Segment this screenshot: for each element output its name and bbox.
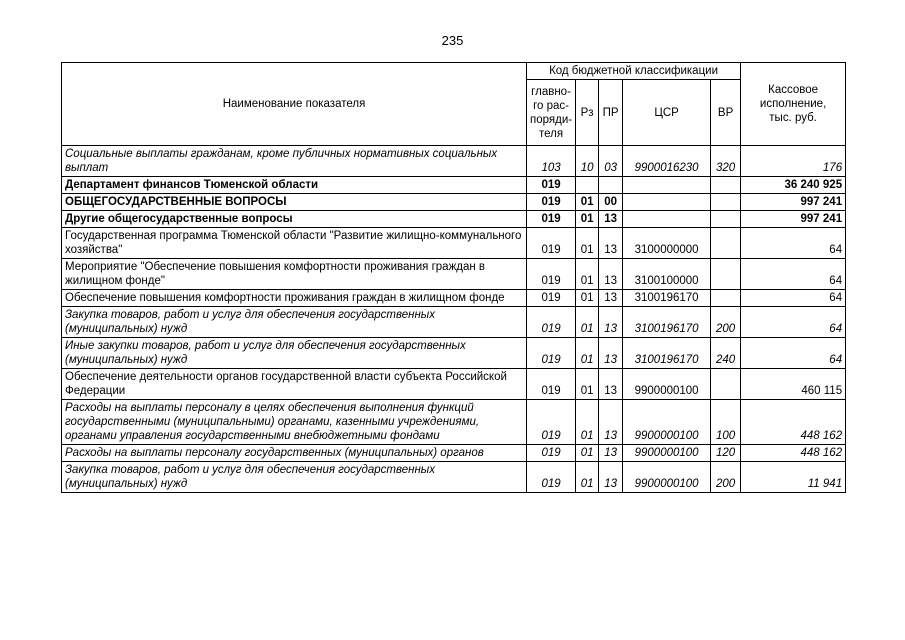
table-row: [62, 462, 846, 493]
row-csr: 3100100000: [623, 259, 711, 290]
row-vr: [711, 228, 741, 259]
row-pr: 13: [599, 369, 623, 400]
row-pr: 03: [599, 146, 623, 177]
row-rz: 01: [576, 369, 599, 400]
row-csr: 9900000100: [623, 369, 711, 400]
row-amount: 64: [741, 228, 846, 259]
row-pr: 13: [599, 259, 623, 290]
row-grbs: 019: [527, 462, 576, 493]
row-rz: 01: [576, 445, 599, 462]
row-vr: [711, 194, 741, 211]
row-rz: 01: [576, 211, 599, 228]
row-csr: [623, 211, 711, 228]
row-vr: [711, 211, 741, 228]
header-code-group: Код бюджетной классификации: [527, 63, 741, 80]
row-csr: 3100196170: [623, 338, 711, 369]
row-rz: 01: [576, 400, 599, 445]
row-amount: 64: [741, 259, 846, 290]
row-name: Социальные выплаты гражданам, кроме публичных нормативных социальных выплат: [62, 146, 527, 177]
row-csr: 9900000100: [623, 400, 711, 445]
row-vr: [711, 290, 741, 307]
row-amount: 36 240 925: [741, 177, 846, 194]
row-pr: 13: [599, 211, 623, 228]
row-name: Закупка товаров, работ и услуг для обеспечения государственных (муниципальных) нужд: [62, 462, 527, 493]
row-grbs: 019: [527, 369, 576, 400]
row-name: Департамент финансов Тюменской области: [62, 177, 527, 194]
row-name: Обеспечение повышения комфортности проживания граждан в жилищном фонде: [62, 290, 527, 307]
row-name: ОБЩЕГОСУДАРСТВЕННЫЕ ВОПРОСЫ: [62, 194, 527, 211]
row-rz: 01: [576, 290, 599, 307]
header-name: Наименование показателя: [62, 63, 527, 146]
row-csr: [623, 177, 711, 194]
row-pr: 13: [599, 338, 623, 369]
row-vr: 100: [711, 400, 741, 445]
row-pr: 13: [599, 290, 623, 307]
row-grbs: 019: [527, 194, 576, 211]
row-amount: 997 241: [741, 194, 846, 211]
header-amount: Кассовое исполнение, тыс. руб.: [741, 63, 846, 146]
table-row: [62, 290, 846, 307]
row-grbs: 019: [527, 400, 576, 445]
row-csr: 9900016230: [623, 146, 711, 177]
header-vr: ВР: [711, 80, 741, 146]
row-rz: [576, 177, 599, 194]
row-name: Другие общегосударственные вопросы: [62, 211, 527, 228]
row-amount: 460 115: [741, 369, 846, 400]
table-row: [62, 211, 846, 228]
row-rz: 01: [576, 338, 599, 369]
page-number: 235: [441, 33, 464, 48]
row-rz: 01: [576, 259, 599, 290]
row-amount: 997 241: [741, 211, 846, 228]
row-grbs: 019: [527, 211, 576, 228]
row-grbs: 019: [527, 445, 576, 462]
table-row: [62, 146, 846, 177]
table-row: [62, 228, 846, 259]
row-grbs: 019: [527, 338, 576, 369]
row-rz: 01: [576, 462, 599, 493]
row-amount: 64: [741, 338, 846, 369]
row-grbs: 019: [527, 177, 576, 194]
row-csr: [623, 194, 711, 211]
row-amount: 448 162: [741, 400, 846, 445]
row-rz: 01: [576, 307, 599, 338]
row-name: Мероприятие "Обеспечение повышения комфортности проживания граждан в жилищном фонде": [62, 259, 527, 290]
table-row: [62, 259, 846, 290]
row-name: Обеспечение деятельности органов государственной власти субъекта Российской Федерации: [62, 369, 527, 400]
header-pr: ПР: [599, 80, 623, 146]
table-row: [62, 307, 846, 338]
row-name: Расходы на выплаты персоналу в целях обеспечения выполнения функций государственными (муниципальными) органами, казенными учреждениями, органами управления государственными внебюджетными фондами: [62, 400, 527, 445]
row-pr: 13: [599, 445, 623, 462]
row-pr: 13: [599, 400, 623, 445]
row-amount: 176: [741, 146, 846, 177]
row-name: Расходы на выплаты персоналу государственных (муниципальных) органов: [62, 445, 527, 462]
row-csr: 3100196170: [623, 307, 711, 338]
row-vr: 120: [711, 445, 741, 462]
row-amount: 64: [741, 290, 846, 307]
header-csr: ЦСР: [623, 80, 711, 146]
row-csr: 3100196170: [623, 290, 711, 307]
row-pr: [599, 177, 623, 194]
row-rz: 01: [576, 194, 599, 211]
row-pr: 13: [599, 462, 623, 493]
row-name: Закупка товаров, работ и услуг для обеспечения государственных (муниципальных) нужд: [62, 307, 527, 338]
row-amount: 11 941: [741, 462, 846, 493]
row-rz: 10: [576, 146, 599, 177]
table-row: [62, 194, 846, 211]
row-amount: 64: [741, 307, 846, 338]
row-rz: 01: [576, 228, 599, 259]
row-name: Иные закупки товаров, работ и услуг для обеспечения государственных (муниципальных) нужд: [62, 338, 527, 369]
row-vr: 200: [711, 307, 741, 338]
row-vr: [711, 177, 741, 194]
table-row: [62, 338, 846, 369]
header-grbs: главно- го рас- поряди- теля: [527, 80, 576, 146]
row-grbs: 019: [527, 307, 576, 338]
row-vr: 200: [711, 462, 741, 493]
row-grbs: 103: [527, 146, 576, 177]
row-csr: 9900000100: [623, 445, 711, 462]
table-row: [62, 400, 846, 445]
header-rz: Рз: [576, 80, 599, 146]
row-vr: [711, 369, 741, 400]
row-grbs: 019: [527, 290, 576, 307]
row-grbs: 019: [527, 259, 576, 290]
row-grbs: 019: [527, 228, 576, 259]
row-vr: 240: [711, 338, 741, 369]
table-row: [62, 369, 846, 400]
budget-table: [61, 62, 846, 493]
table-row: [62, 177, 846, 194]
table-row: [62, 445, 846, 462]
row-csr: 3100000000: [623, 228, 711, 259]
row-pr: 00: [599, 194, 623, 211]
row-pr: 13: [599, 307, 623, 338]
row-pr: 13: [599, 228, 623, 259]
row-amount: 448 162: [741, 445, 846, 462]
row-vr: 320: [711, 146, 741, 177]
row-vr: [711, 259, 741, 290]
row-csr: 9900000100: [623, 462, 711, 493]
row-name: Государственная программа Тюменской области "Развитие жилищно-коммунального хозяйства": [62, 228, 527, 259]
